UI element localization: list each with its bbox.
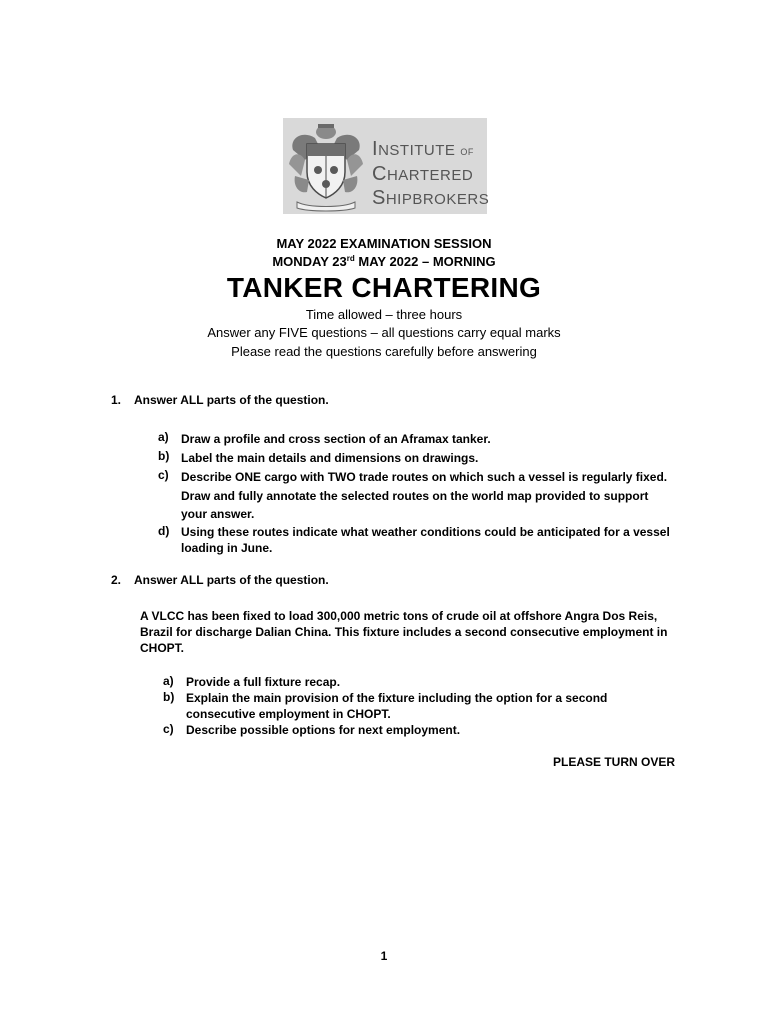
question-1-intro [134,393,329,407]
logo-rest-shipbrokers: HIPBROKERS [385,191,490,208]
logo-cap-s: S [372,187,386,209]
question-2-number: 2. [111,573,122,587]
q1-intro-emph: ALL [180,393,204,407]
institute-logo [283,118,490,214]
q2-part-a-label: a) [163,674,174,688]
q2-scenario-line-3: CHOPT. [140,641,185,655]
q2-part-b-text [186,690,607,722]
page-number: 1 [380,949,388,963]
logo-line-institute [372,138,489,163]
q2-scenario-line-1: A VLCC has been fixed to load 300,000 metric tons of crude oil at offshore Angra Dos Reis, [140,609,658,623]
q1-intro-post: parts of the question. [203,393,329,407]
q2-part-c-label: c) [163,722,174,736]
q1-part-d-line-2: loading in June. [181,541,273,555]
q1-part-d-label: d) [158,524,170,538]
instruction-answer: Answer any FIVE questions – all questions carry equal marks [207,325,561,340]
q1-part-d-text [181,524,670,556]
logo-rest-institute: NSTITUTE [378,142,456,159]
page-title: TANKER CHARTERING [226,272,542,303]
q1-part-c-line-2: Draw and fully annotate the selected routes on the world map provided to support [181,488,649,503]
logo-cap-c: C [372,163,387,185]
q2-intro-emph: ALL [180,573,204,587]
exam-date [0,254,768,269]
q1-intro-pre: Answer [134,393,181,407]
q2-part-b-line-1: Explain the main provision of the fixture including the option for a second [186,691,608,705]
q2-part-b-line-2: consecutive employment in CHOPT. [186,707,391,721]
exam-date-suffix: MAY 2022 – MORNING [354,254,496,269]
q2-intro-pre: Answer [134,573,181,587]
logo-rest-chartered: HARTERED [386,167,474,184]
logo-of: OF [460,147,474,157]
crest-icon [285,120,367,212]
q2-part-c-text: Describe possible options for next employment. [186,723,461,737]
exam-session: MAY 2022 EXAMINATION SESSION [276,236,492,251]
q2-scenario-line-2: Brazil for discharge Dalian China. This fixture includes a second consecutive employment in [140,625,668,639]
logo-line-chartered [372,163,489,187]
question-2-intro [134,573,329,587]
q1-part-b-label: b) [158,449,170,463]
q1-part-b-text: Label the main details and dimensions on drawings. [181,451,479,465]
question-1-number: 1. [111,393,122,407]
q1-part-c-label: c) [158,468,169,482]
q1-part-c-line-1: Describe ONE cargo with TWO trade routes on which such a vessel is regularly fixed. [181,470,668,484]
please-turn-over: PLEASE TURN OVER [552,755,675,769]
q1-part-a-text: Draw a profile and cross section of an Aframax tanker. [181,432,491,446]
q1-part-c-text [181,468,667,524]
exam-date-prefix: MONDAY 23 [272,254,347,269]
logo-cap-i: I [372,138,379,160]
instruction-time: Time allowed – three hours [305,307,463,322]
q2-part-b-label: b) [163,690,175,704]
q1-part-c-line-3: your answer. [181,507,255,521]
q2-intro-post: parts of the question. [203,573,329,587]
exam-date-ordinal: rd [346,254,355,263]
logo-wordmark [372,138,489,211]
logo-line-shipbrokers [372,187,489,211]
q1-part-a-label: a) [158,430,169,444]
q2-scenario [140,608,667,656]
q2-part-a-text: Provide a full fixture recap. [186,675,341,689]
instruction-read: Please read the questions carefully before answering [231,344,537,359]
q1-part-d-line-1: Using these routes indicate what weather conditions could be anticipated for a vessel [181,525,670,539]
